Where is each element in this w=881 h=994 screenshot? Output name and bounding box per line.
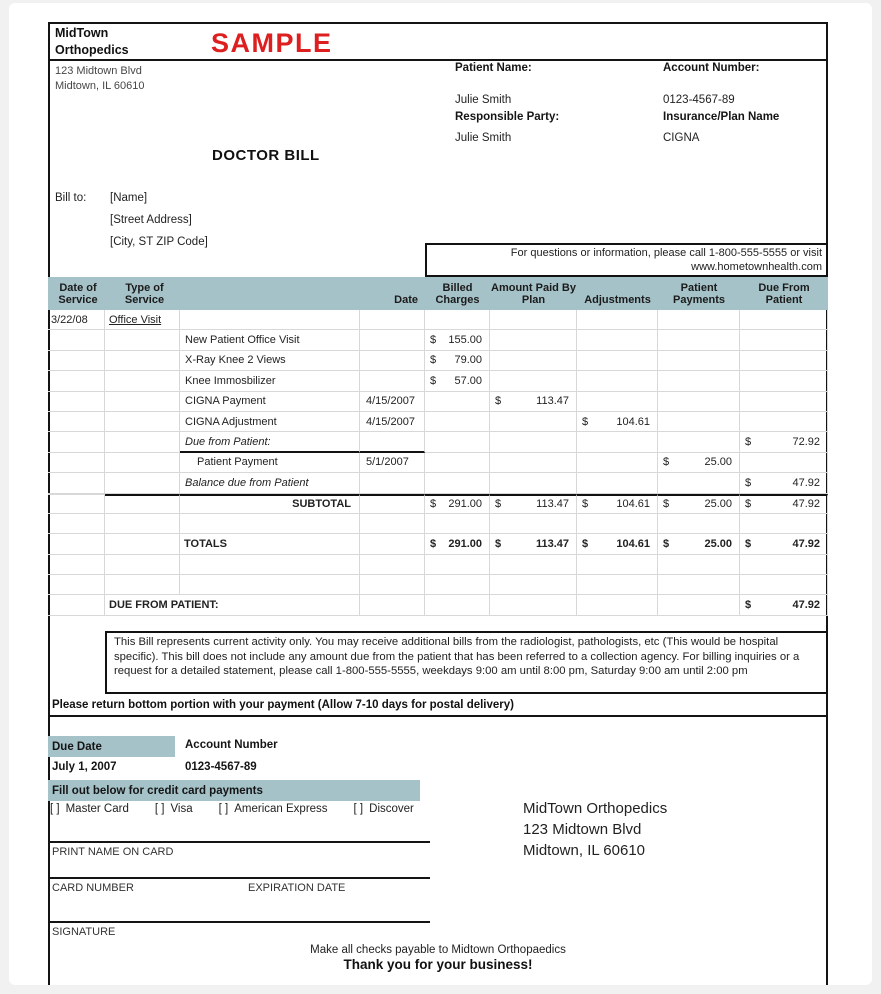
stub-divider-line [48,715,828,717]
responsible-party-value: Julie Smith [455,132,512,144]
col-header-due-from-patient: Due From Patient [758,282,810,306]
amount: 113.47 [536,498,569,511]
currency-symbol: $ [663,456,670,469]
credit-card-section-header: Fill out below for credit card payments [48,780,420,801]
notice-box: This Bill represents current activity only. You may receive additional bills from the radiologist, pathologists, etc (This would be hospital specific). This bill does not include any amount due from the patient that has been referred to a collection agency. For billing inquiries or a request for a detailed statement, please call 1-800-555-5555, weekdays 9:00 am until 8:00 pm, Saturday 9:00 am until 2:00 pm [105,631,828,694]
empty-cell [740,575,828,595]
paid-by-plan-cell [490,310,577,330]
charges-table [48,277,828,616]
remit-to-address [523,798,667,861]
patient-payments-cell [658,494,740,514]
currency-symbol: $ [745,476,752,489]
print-name-line[interactable] [48,841,430,843]
questions-box [425,243,828,277]
charges-table-row [48,575,828,595]
adjustments-cell [577,534,658,554]
empty-cell [577,575,658,595]
patient-payments-cell [658,310,740,330]
paid-by-plan-cell [490,453,577,473]
stub-account-number-value: 0123-4567-89 [185,761,257,773]
empty-cell [490,575,577,595]
currency-symbol: $ [663,498,670,511]
charges-table-header-row [48,277,828,310]
type-of-service-cell [105,412,180,432]
card-option-label: American Express [234,803,328,815]
due-from-patient-label: DUE FROM PATIENT: [105,595,360,615]
currency-symbol: $ [663,537,670,550]
due-from-patient-cell [740,392,828,412]
empty-cell [360,494,425,514]
insurance-plan-value: CIGNA [663,132,700,144]
patient-payments-cell [658,473,740,493]
empty-cell [360,534,425,554]
billed-cell [425,494,490,514]
responsible-party-label: Responsible Party: [455,111,560,123]
card-options [50,803,414,815]
checks-payable-note: Make all checks payable to Midtown Orthopaedics [310,944,566,956]
col-header-date: Date [394,294,418,306]
empty-cell [425,514,490,534]
empty-cell [105,555,180,575]
type-of-service-cell [105,392,180,412]
card-number-label: CARD NUMBER [52,882,134,894]
currency-symbol: $ [745,498,752,511]
empty-cell [658,555,740,575]
bill-to-city: [City, ST ZIP Code] [110,236,208,248]
summary-row-label: SUBTOTAL [180,494,360,514]
insurance-plan-label: Insurance/Plan Name [663,111,780,123]
return-bottom-portion-note: Please return bottom portion with your payment (Allow 7-10 days for postal delivery) [52,699,514,711]
account-number-label: Account Number: [663,62,760,74]
amount: 104.61 [616,498,650,511]
date-cell: 5/1/2007 [360,453,425,473]
card-option-label: Visa [170,803,193,815]
provider-name [55,25,129,59]
bill-to-street: [Street Address] [110,214,192,226]
due-from-patient-cell [740,351,828,371]
currency-symbol: $ [430,537,437,550]
card-option-label: Discover [369,803,414,815]
provider-address-line1: 123 Midtown Blvd [55,65,142,77]
billed-cell [425,453,490,473]
amount: 47.92 [792,476,820,489]
charges-table-row [48,534,828,554]
remit-to-line1: MidTown Orthopedics [523,800,668,817]
card-option-label: Master Card [65,803,129,815]
bill-to-label: Bill to: [55,192,87,204]
empty-cell [105,575,180,595]
stub-account-number-label: Account Number [185,739,278,751]
card-option-amex[interactable] [219,803,328,815]
currency-symbol: $ [495,395,502,408]
account-number-value: 0123-4567-89 [663,94,735,106]
patient-payments-cell [658,432,740,452]
empty-cell [577,595,658,615]
questions-line1: For questions or information, please call 1-800-555-5555 or visit [510,247,822,259]
checkbox-icon[interactable]: [ ] [154,803,165,815]
currency-symbol: $ [495,498,502,511]
type-of-service-cell [105,432,180,452]
date-of-service-cell [48,473,105,493]
date-of-service-cell [48,392,105,412]
empty-cell [105,494,180,514]
charges-table-row [48,453,828,473]
adjustments-cell [577,432,658,452]
due-from-patient-cell [740,453,828,473]
col-header-date-of-service: Date of Service [58,282,98,306]
billed-cell [425,310,490,330]
amount: 104.61 [616,537,650,550]
adjustments-cell [577,453,658,473]
due-from-patient-cell [740,473,828,493]
patient-payments-cell [658,412,740,432]
due-date-value: July 1, 2007 [52,761,117,773]
empty-cell [425,595,490,615]
adjustments-cell [577,494,658,514]
print-name-label: PRINT NAME ON CARD [52,846,174,858]
date-cell [360,330,425,350]
empty-cell [360,555,425,575]
date-of-service-cell [48,351,105,371]
empty-cell [48,494,105,514]
col-header-description [180,277,360,310]
provider-address-line2: Midtown, IL 60610 [55,80,145,92]
type-of-service-cell[interactable]: Office Visit [105,310,180,330]
empty-cell [490,555,577,575]
card-option-discover[interactable] [354,803,414,815]
card-option-mastercard[interactable] [50,803,129,815]
questions-url: www.hometownhealth.com [691,261,822,273]
date-cell: 4/15/2007 [360,392,425,412]
patient-payments-cell [658,330,740,350]
charges-table-row [48,330,828,350]
col-header-type-of-service: Type of Service [124,282,165,306]
col-header-paid-by-plan: Amount Paid By Plan [491,282,576,306]
empty-cell [48,534,105,554]
empty-cell [48,555,105,575]
currency-symbol: $ [745,537,752,550]
amount: 72.92 [792,436,820,449]
amount: 291.00 [448,498,482,511]
description-cell: Knee Immosbilizer [180,371,360,391]
billed-cell [425,392,490,412]
charges-table-row [48,514,828,534]
summary-row-label: TOTALS [180,534,360,554]
bill-to-name: [Name] [110,192,148,204]
billed-cell [425,330,490,350]
paid-by-plan-cell [490,412,577,432]
empty-cell [490,595,577,615]
empty-cell [740,555,828,575]
signature-line[interactable] [48,921,430,923]
description-cell [180,310,360,330]
type-of-service-cell [105,473,180,493]
patient-payments-cell [658,453,740,473]
adjustments-cell [577,392,658,412]
description-cell: CIGNA Adjustment [180,412,360,432]
amount: 79.00 [454,354,482,367]
expiration-date-label: EXPIRATION DATE [248,882,346,894]
remit-to-line2: 123 Midtown Blvd [523,821,642,838]
empty-cell [658,575,740,595]
paid-by-plan-cell [490,330,577,350]
empty-cell [577,555,658,575]
adjustments-cell [577,330,658,350]
due-from-patient-cell [740,432,828,452]
currency-symbol: $ [582,415,589,428]
amount: 104.61 [616,415,650,428]
patient-payments-cell [658,371,740,391]
empty-cell [180,575,360,595]
thank-you-message: Thank you for your business! [343,957,533,972]
patient-payments-cell [658,534,740,554]
adjustments-cell [577,351,658,371]
paid-by-plan-cell [490,473,577,493]
billed-cell [425,432,490,452]
currency-symbol: $ [430,334,437,347]
paid-by-plan-cell [490,392,577,412]
empty-cell [490,514,577,534]
amount: 291.00 [448,537,482,550]
empty-cell [577,514,658,534]
empty-cell [425,575,490,595]
amount: 25.00 [704,537,732,550]
col-header-patient-payments: Patient Payments [673,282,725,306]
description-cell: Balance due from Patient [180,473,360,493]
empty-cell [658,514,740,534]
document-title: DOCTOR BILL [212,147,320,164]
amount: 113.47 [536,395,569,408]
charges-table-row [48,432,828,452]
paid-by-plan-cell [490,432,577,452]
date-of-service-cell [48,371,105,391]
charges-table-row [48,595,828,615]
currency-symbol: $ [745,436,752,449]
card-option-visa[interactable] [155,803,193,815]
empty-cell [360,514,425,534]
adjustments-cell [577,310,658,330]
date-of-service-cell [48,330,105,350]
currency-symbol: $ [495,537,502,550]
date-cell [360,351,425,371]
charges-table-row [48,555,828,575]
charges-table-row [48,310,828,330]
empty-cell [105,534,180,554]
date-of-service-cell [48,432,105,452]
due-from-patient-cell [740,595,828,615]
date-cell [360,310,425,330]
currency-symbol: $ [582,498,589,511]
date-of-service-cell: 3/22/08 [48,310,105,330]
due-from-patient-cell [740,494,828,514]
patient-name-value: Julie Smith [455,94,512,106]
amount: 47.92 [792,498,820,511]
empty-cell [48,514,105,534]
adjustments-cell [577,371,658,391]
checkbox-icon[interactable]: [ ] [218,803,229,815]
due-date-header: Due Date [48,736,175,757]
amount: 47.92 [792,537,820,550]
col-header-billed: Billed Charges [435,282,480,306]
due-from-patient-cell [740,534,828,554]
adjustments-cell [577,473,658,493]
paid-by-plan-cell [490,351,577,371]
patient-name-label: Patient Name: [455,62,532,74]
sample-watermark: SAMPLE [211,28,333,58]
type-of-service-cell [105,453,180,473]
patient-payments-cell [658,392,740,412]
empty-cell [180,555,360,575]
empty-cell [360,595,425,615]
header-divider-line [48,59,828,61]
col-header-adjustments: Adjustments [584,294,651,306]
due-from-patient-cell [740,412,828,432]
provider-name-line1: MidTown [55,26,109,40]
empty-cell [48,575,105,595]
date-cell [360,473,425,493]
checkbox-icon[interactable]: [ ] [50,803,60,815]
charges-table-row [48,494,828,514]
provider-address [55,64,144,94]
billed-cell [425,412,490,432]
checkbox-icon[interactable]: [ ] [353,803,364,815]
date-cell [360,371,425,391]
amount: 57.00 [454,374,482,387]
empty-cell [180,514,360,534]
charges-table-row [48,392,828,412]
date-cell [360,432,425,452]
empty-cell [658,595,740,615]
due-from-patient-cell [740,330,828,350]
charges-table-row [48,351,828,371]
description-cell: New Patient Office Visit [180,330,360,350]
billed-cell [425,371,490,391]
due-from-patient-cell [740,310,828,330]
empty-cell [360,575,425,595]
billed-cell [425,351,490,371]
charges-table-row [48,473,828,493]
currency-symbol: $ [582,537,589,550]
amount: 113.47 [535,537,569,550]
empty-cell [740,514,828,534]
billed-cell [425,534,490,554]
signature-label: SIGNATURE [52,926,116,938]
adjustments-cell [577,412,658,432]
empty-cell [425,555,490,575]
amount: 25.00 [704,456,732,469]
currency-symbol: $ [745,599,752,612]
description-cell: Due from Patient: [180,432,360,452]
paid-by-plan-cell [490,494,577,514]
date-of-service-cell [48,453,105,473]
card-number-line[interactable] [48,877,430,879]
currency-symbol: $ [430,354,437,367]
description-cell: X-Ray Knee 2 Views [180,351,360,371]
amount: 25.00 [704,498,732,511]
paid-by-plan-cell [490,534,577,554]
remit-to-line3: Midtown, IL 60610 [523,842,646,859]
empty-cell [48,595,105,615]
billed-cell [425,473,490,493]
type-of-service-cell [105,330,180,350]
due-from-patient-cell [740,371,828,391]
paid-by-plan-cell [490,371,577,391]
charges-table-row [48,371,828,391]
type-of-service-cell [105,351,180,371]
charges-table-row [48,412,828,432]
date-cell: 4/15/2007 [360,412,425,432]
currency-symbol: $ [430,374,437,387]
top-border-line [48,22,828,24]
patient-payments-cell [658,351,740,371]
type-of-service-cell [105,371,180,391]
empty-cell [105,514,180,534]
amount: 155.00 [448,334,482,347]
provider-name-line2: Orthopedics [55,43,129,57]
date-of-service-cell [48,412,105,432]
currency-symbol: $ [430,498,437,511]
amount: 47.92 [792,599,820,612]
description-cell: Patient Payment [180,453,360,473]
description-cell: CIGNA Payment [180,392,360,412]
